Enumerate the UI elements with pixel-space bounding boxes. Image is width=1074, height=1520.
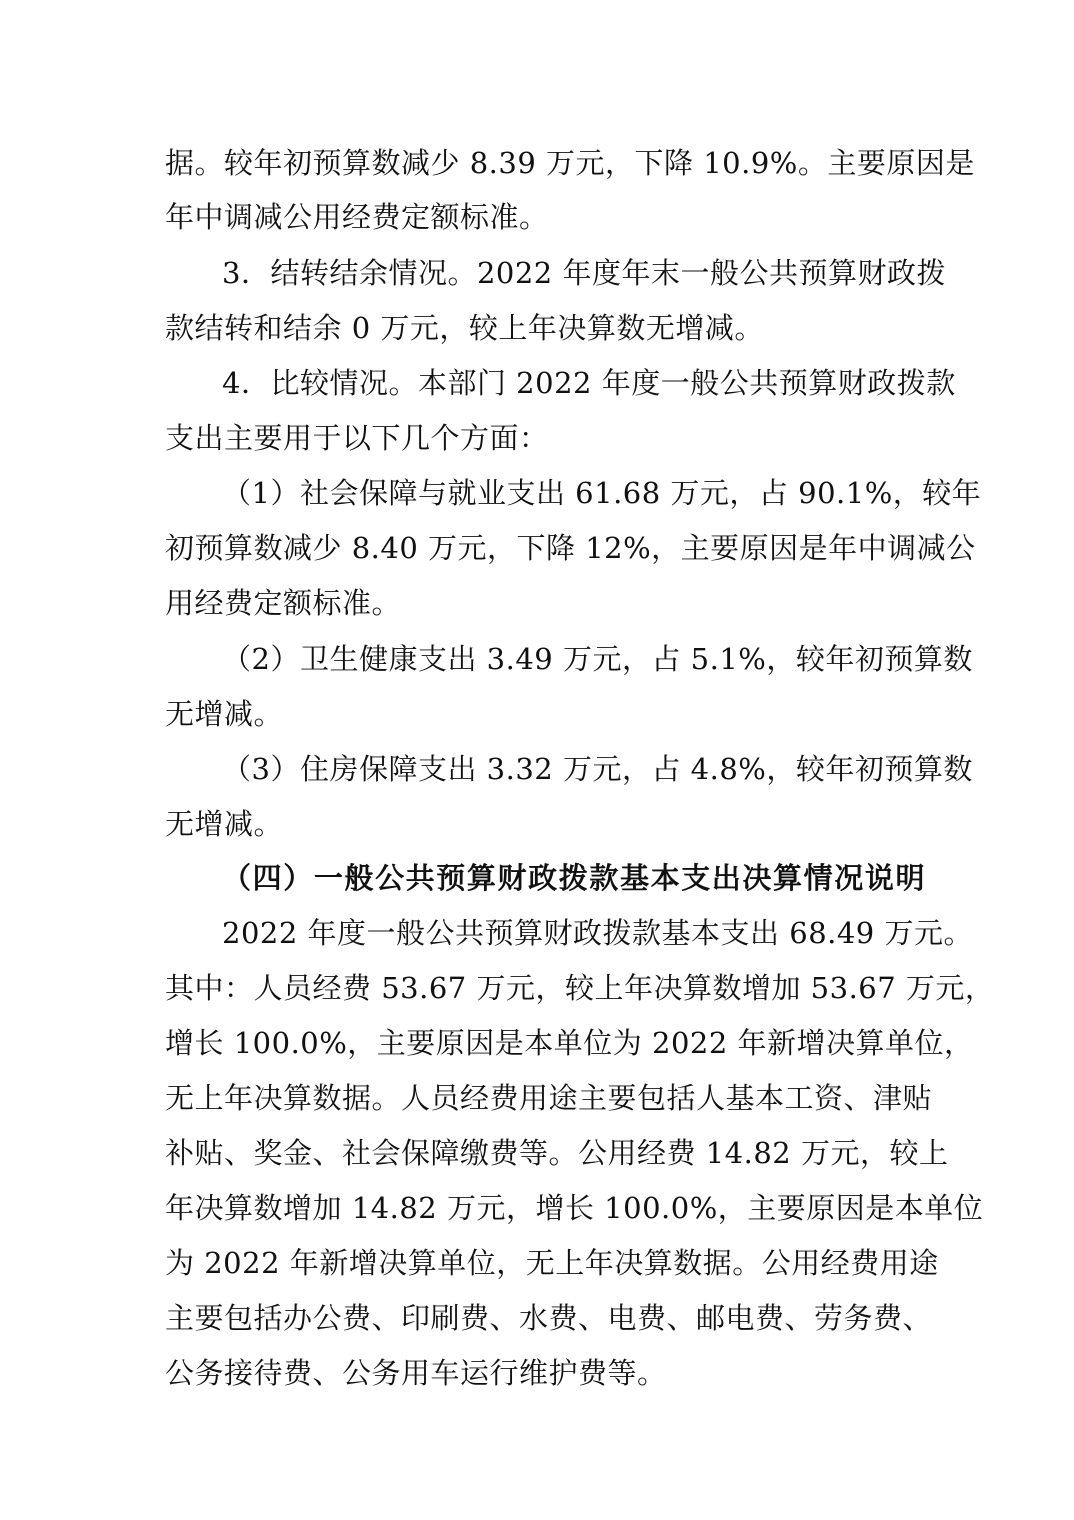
section-4-line: 4．比较情况。本部门 2022 年度一般公共预算财政拨款 xyxy=(222,366,956,400)
paragraph-line: 无增减。 xyxy=(165,697,284,731)
paragraph-line: 无上年决算数据。人员经费用途主要包括人基本工资、津贴 xyxy=(165,1081,933,1115)
paragraph-line: 无增减。 xyxy=(165,807,284,841)
paragraph-line: 增长 100.0%，主要原因是本单位为 2022 年新增决算单位， xyxy=(165,1026,974,1060)
item-2-line: （2）卫生健康支出 3.49 万元，占 5.1%，较年初预算数 xyxy=(222,642,973,676)
item-3-line: （3）住房保障支出 3.32 万元，占 4.8%，较年初预算数 xyxy=(222,752,973,786)
section-3-line: 3．结转结余情况。2022 年度年末一般公共预算财政拨 xyxy=(222,256,946,290)
paragraph-line: 为 2022 年新增决算单位，无上年决算数据。公用经费用途 xyxy=(165,1246,939,1280)
paragraph-line: 款结转和结余 0 万元，较上年决算数无增减。 xyxy=(165,311,764,345)
paragraph-line: 2022 年度一般公共预算财政拨款基本支出 68.49 万元。 xyxy=(222,916,973,950)
paragraph-line: 支出主要用于以下几个方面： xyxy=(165,421,549,455)
paragraph-line: 主要包括办公费、印刷费、水费、电费、邮电费、劳务费、 xyxy=(165,1301,933,1335)
paragraph-line: 用经费定额标准。 xyxy=(165,586,402,620)
paragraph-line: 据。较年初预算数减少 8.39 万元，下降 10.9%。主要原因是 xyxy=(165,146,975,180)
paragraph-line: 初预算数减少 8.40 万元，下降 12%，主要原因是年中调减公 xyxy=(165,531,976,565)
paragraph-line: 补贴、奖金、社会保障缴费等。公用经费 14.82 万元，较上 xyxy=(165,1136,949,1170)
paragraph-line: 公务接待费、公务用车运行维护费等。 xyxy=(165,1356,667,1390)
item-1-line: （1）社会保障与就业支出 61.68 万元，占 90.1%，较年 xyxy=(222,476,982,510)
paragraph-line: 年决算数增加 14.82 万元，增长 100.0%，主要原因是本单位 xyxy=(165,1191,984,1225)
paragraph-line: 年中调减公用经费定额标准。 xyxy=(165,200,549,234)
section-heading: （四）一般公共预算财政拨款基本支出决算情况说明 xyxy=(222,861,925,895)
paragraph-line: 其中：人员经费 53.67 万元，较上年决算数增加 53.67 万元， xyxy=(165,971,995,1005)
